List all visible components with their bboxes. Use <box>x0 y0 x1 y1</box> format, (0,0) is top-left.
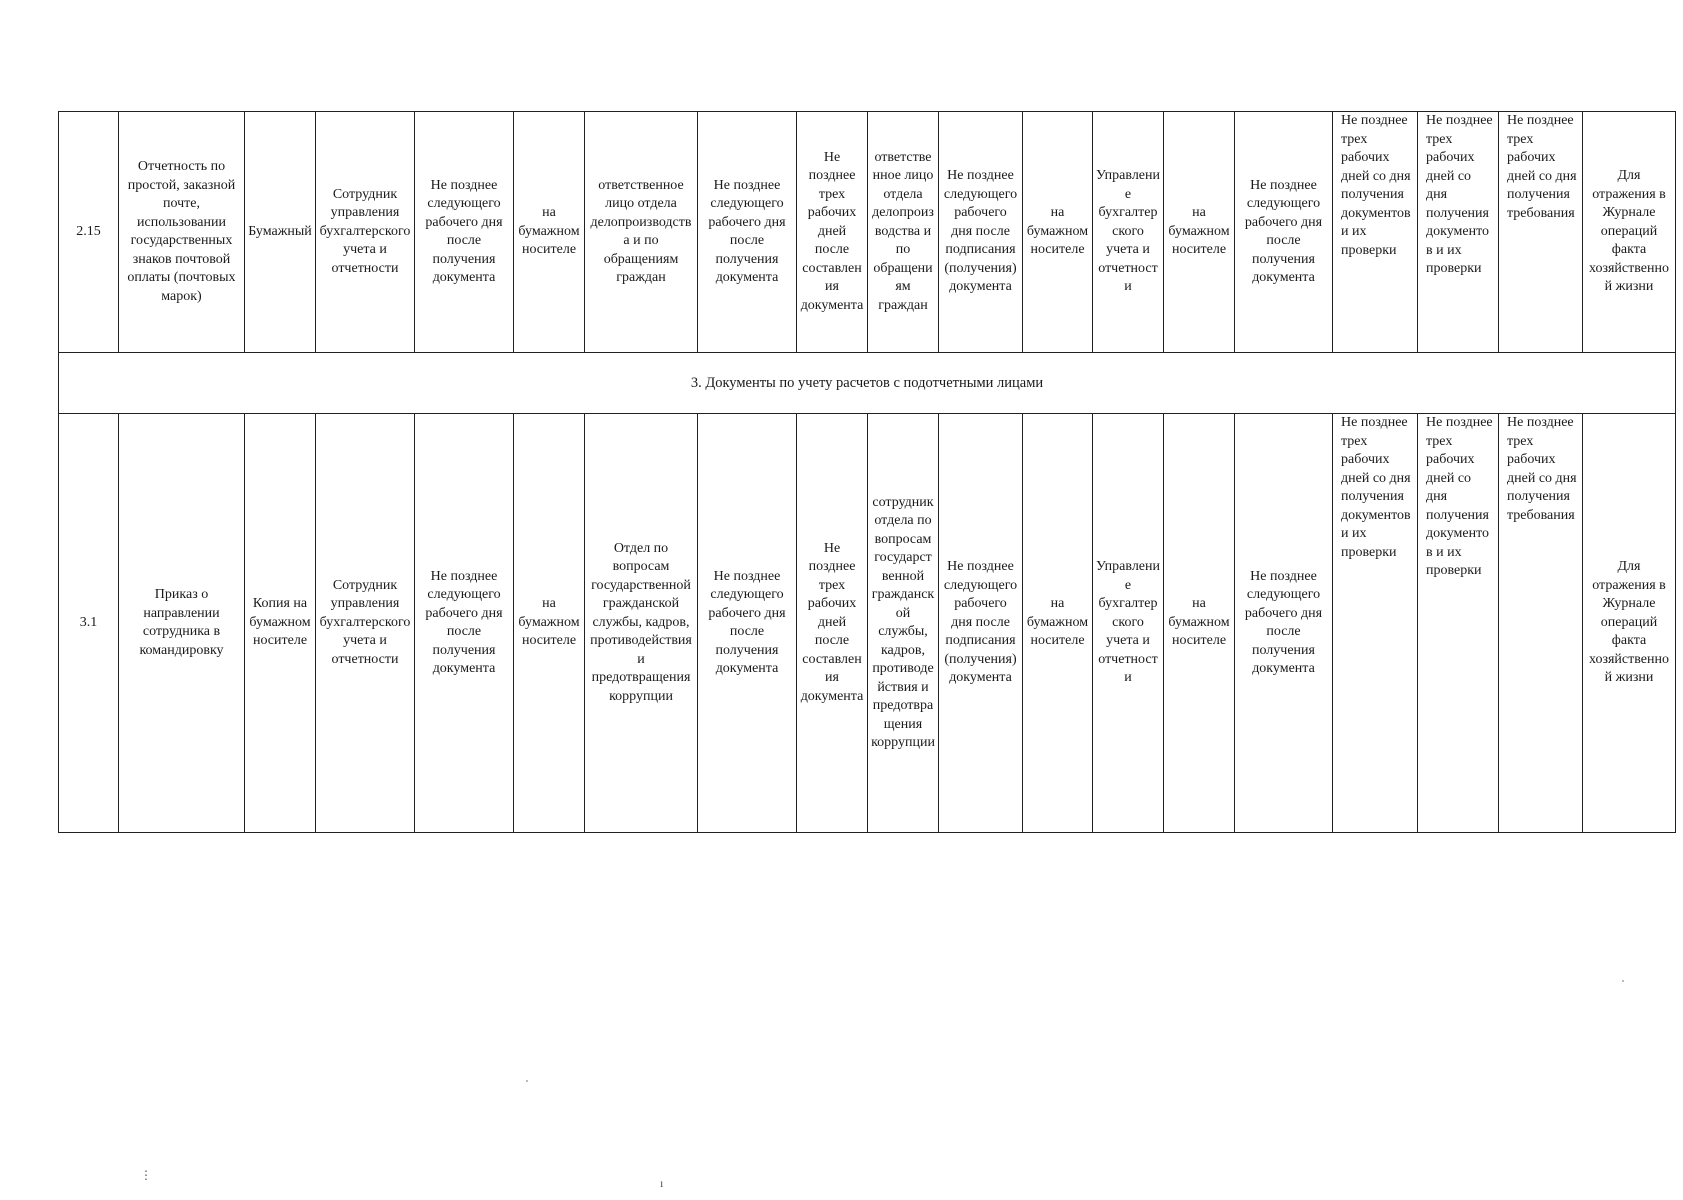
row-number: 2.15 <box>59 112 119 353</box>
document-sheet <box>58 111 1670 833</box>
carrier-type: на бумажном носителе <box>1164 414 1235 833</box>
document-name: Приказ о направлении сотрудника в командировку <box>119 414 245 833</box>
section-title: 3. Документы по учету расчетов с подотчетными лицами <box>59 353 1676 414</box>
responsible-person: ответственное лицо отдела делопроизводства и по обращениям граждан <box>585 112 698 353</box>
requirement-term: Не позднее трех рабочих дней со дня получения требования <box>1499 112 1583 353</box>
receipt-term: Не позднее следующего рабочего дня после получения документа <box>1235 414 1333 833</box>
transfer-term: Не позднее следующего рабочего дня после получения документа <box>698 414 797 833</box>
section-header-row <box>59 353 1676 414</box>
document-form: Бумажный <box>245 112 316 353</box>
signer: сотрудник отдела по вопросам государственной гражданской службы, кадров, противодействия и предотвращения коррупции <box>868 414 939 833</box>
document-form: Копия на бумажном носителе <box>245 414 316 833</box>
receipt-term: Не позднее следующего рабочего дня после получения документа <box>1235 112 1333 353</box>
purpose: Для отражения в Журнале операций факта хозяйственной жизни <box>1583 414 1676 833</box>
carrier-type: на бумажном носителе <box>514 112 585 353</box>
carrier-type: на бумажном носителе <box>1164 112 1235 353</box>
carrier-type: на бумажном носителе <box>514 414 585 833</box>
signing-term: Не позднее следующего рабочего дня после подписания (получения) документа <box>939 112 1023 353</box>
scan-speck <box>526 1080 528 1082</box>
check-term: Не позднее трех рабочих дней со дня получения документов и их проверки <box>1333 414 1418 833</box>
transfer-term: Не позднее следующего рабочего дня после получения документа <box>698 112 797 353</box>
signer: ответственное лицо отдела делопроизводства и по обращениям граждан <box>868 112 939 353</box>
receiver: Управление бухгалтерского учета и отчетности <box>1093 414 1164 833</box>
creation-term: Не позднее следующего рабочего дня после получения документа <box>415 414 514 833</box>
row-number: 3.1 <box>59 414 119 833</box>
scan-mark-center: ı <box>660 1176 664 1190</box>
document-flow-table <box>58 111 1676 833</box>
carrier-type: на бумажном носителе <box>1023 112 1093 353</box>
carrier-type: на бумажном носителе <box>1023 414 1093 833</box>
responsible-person: Отдел по вопросам государственной гражданской службы, кадров, противодействия и предотвращения коррупции <box>585 414 698 833</box>
table-row-2-15 <box>59 112 1676 353</box>
document-creator: Сотрудник управления бухгалтерского учета и отчетности <box>316 414 415 833</box>
check-term: Не позднее трех рабочих дней со дня получения документов и их проверки <box>1418 414 1499 833</box>
purpose: Для отражения в Журнале операций факта хозяйственной жизни <box>1583 112 1676 353</box>
check-term: Не позднее трех рабочих дней со дня получения документов и их проверки <box>1333 112 1418 353</box>
signing-term: Не позднее следующего рабочего дня после подписания (получения) документа <box>939 414 1023 833</box>
compilation-term: Не позднее трех рабочих дней после составления документа <box>797 414 868 833</box>
creation-term: Не позднее следующего рабочего дня после получения документа <box>415 112 514 353</box>
document-name: Отчетность по простой, заказной почте, использовании государственных знаков почтовой оплаты (почтовых марок) <box>119 112 245 353</box>
document-creator: Сотрудник управления бухгалтерского учета и отчетности <box>316 112 415 353</box>
receiver: Управление бухгалтерского учета и отчетности <box>1093 112 1164 353</box>
table-row-3-1 <box>59 414 1676 833</box>
scan-mark-left: ⋮ <box>140 1168 152 1182</box>
check-term: Не позднее трех рабочих дней со дня получения документов и их проверки <box>1418 112 1499 353</box>
requirement-term: Не позднее трех рабочих дней со дня получения требования <box>1499 414 1583 833</box>
scan-speck <box>1622 980 1624 982</box>
compilation-term: Не позднее трех рабочих дней после составления документа <box>797 112 868 353</box>
